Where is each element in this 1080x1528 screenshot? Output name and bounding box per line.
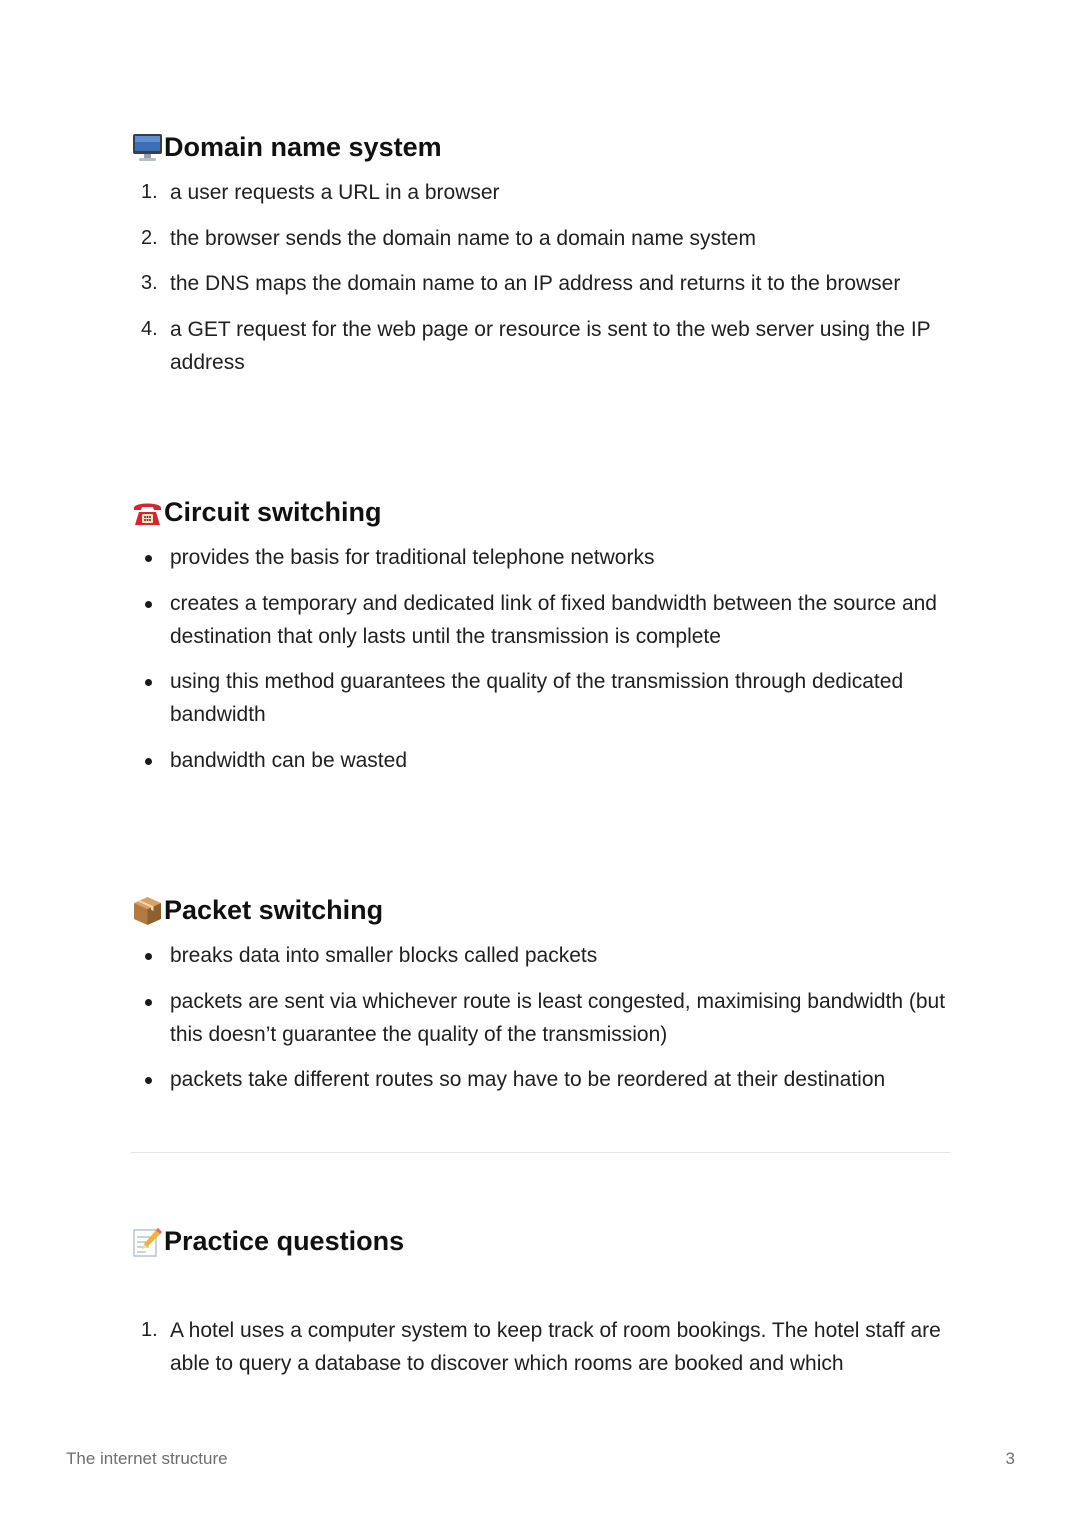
list-item: packets are sent via whichever route is least congested, maximising bandwidth (but this doesn’t guarantee the quality of the transmission) bbox=[131, 985, 960, 1051]
bullet-list bbox=[131, 541, 951, 777]
list-item: using this method guarantees the quality of the transmission through dedicated bandwidth bbox=[131, 665, 960, 731]
numbered-list bbox=[131, 176, 951, 379]
bullet-list bbox=[131, 939, 951, 1096]
divider bbox=[131, 1152, 950, 1153]
list-item: 1. a user requests a URL in a browser bbox=[141, 181, 500, 204]
list-item: bandwidth can be wasted bbox=[131, 744, 960, 777]
memo-icon bbox=[131, 1225, 164, 1258]
list-item: creates a temporary and dedicated link of fixed bandwidth between the source and destination that only lasts until the transmission is complete bbox=[131, 587, 960, 653]
section-packet-switching bbox=[131, 893, 951, 1109]
list-item: provides the basis for traditional telephone networks bbox=[131, 541, 960, 574]
list-item: 2. the browser sends the domain name to a domain name system bbox=[141, 226, 756, 250]
bullet-icon bbox=[145, 679, 152, 686]
telephone-icon bbox=[131, 496, 164, 529]
bullet-icon bbox=[145, 601, 152, 608]
section-title: Practice questions bbox=[164, 1225, 405, 1256]
bullet-icon bbox=[145, 953, 152, 960]
list-item: 4. a GET request for the web page or resource is sent to the web server using the IP address bbox=[141, 317, 931, 374]
bullet-icon bbox=[145, 758, 152, 765]
section-circuit-switching bbox=[131, 495, 951, 789]
bullet-icon bbox=[145, 1077, 152, 1084]
section-domain-name-system bbox=[131, 130, 951, 391]
section-title: Domain name system bbox=[164, 131, 442, 162]
list-item: breaks data into smaller blocks called packets bbox=[131, 939, 960, 972]
numbered-list bbox=[131, 1314, 951, 1380]
footer-document-title: The internet structure bbox=[66, 1449, 228, 1468]
section-heading bbox=[131, 130, 951, 164]
section-heading bbox=[131, 893, 951, 927]
list-item: packets take different routes so may have to be reordered at their destination bbox=[131, 1063, 960, 1096]
bullet-icon bbox=[145, 555, 152, 562]
list-item: 3. the DNS maps the domain name to an IP address and returns it to the browser bbox=[141, 272, 901, 295]
section-title: Circuit switching bbox=[164, 496, 382, 527]
package-icon bbox=[131, 894, 164, 927]
section-heading bbox=[131, 1224, 951, 1258]
footer-page-number: 3 bbox=[1005, 1449, 1015, 1468]
list-item: 1. A hotel uses a computer system to keep track of room bookings. The hotel staff are able to query a database to discover which rooms are booked and which bbox=[141, 1319, 941, 1375]
section-practice-questions bbox=[131, 1224, 951, 1393]
bullet-icon bbox=[145, 999, 152, 1006]
desktop-computer-icon bbox=[131, 131, 164, 164]
section-heading bbox=[131, 495, 951, 529]
section-title: Packet switching bbox=[164, 894, 384, 925]
